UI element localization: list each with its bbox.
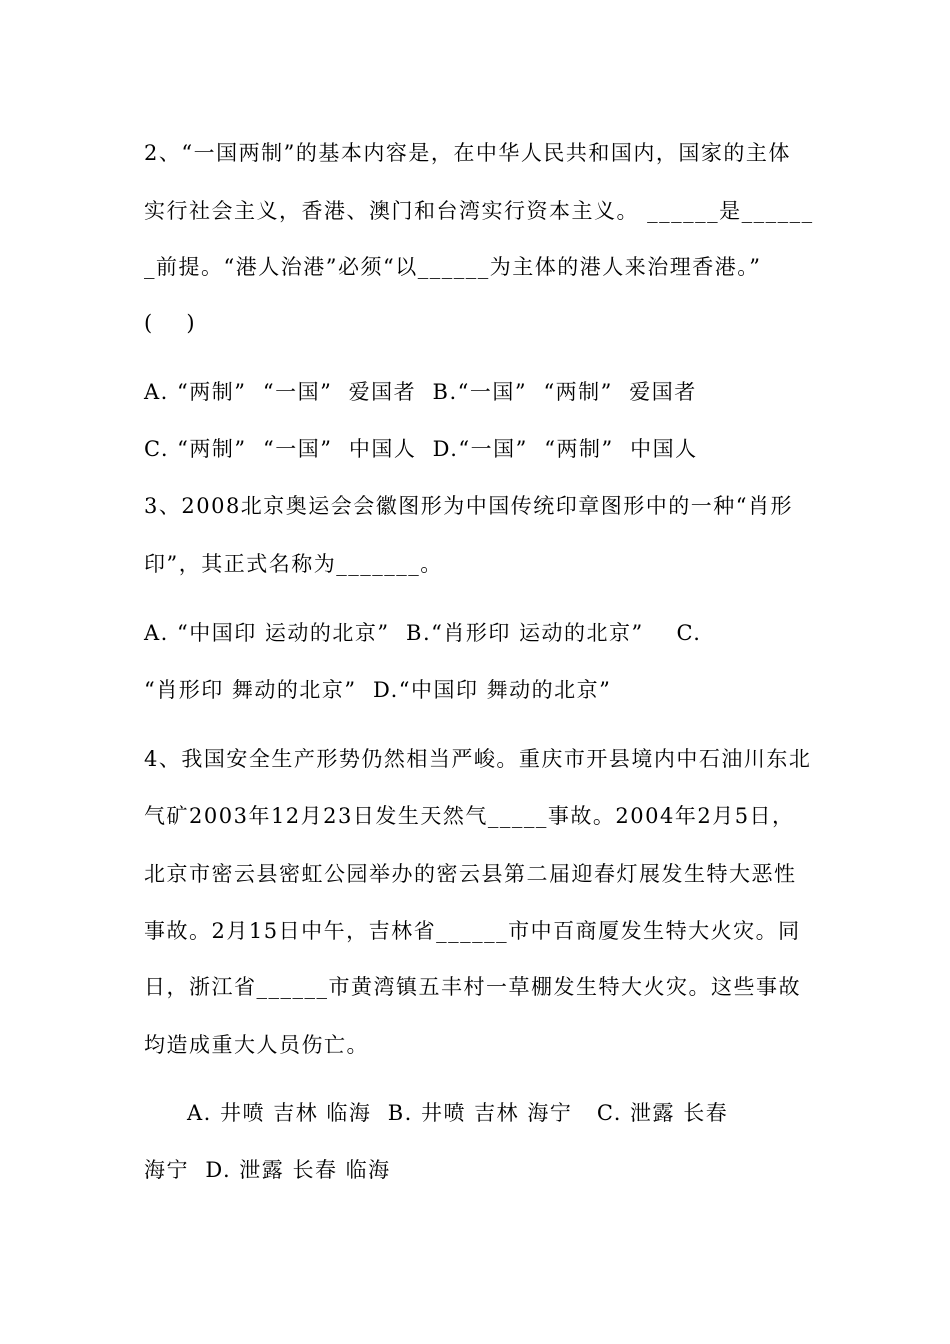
q4-options-line-2: 海宁 D. 泄露 长春 临海 <box>144 1158 391 1182</box>
q2-line-2: 实行社会主义，香港、澳门和台湾实行资本主义。 ______是______ <box>144 199 814 223</box>
q2-answer-bracket: ( ) <box>144 311 197 335</box>
q3-options-line-2: “肖形印 舞动的北京” D.“中国印 舞动的北京” <box>144 678 612 702</box>
q4-line-2: 气矿2003年12月23日发生天然气_____事故。2004年2月5日， <box>144 804 795 828</box>
q2-line-1: 2、“一国两制”的基本内容是，在中华人民共和国内，国家的主体 <box>144 141 791 165</box>
q2-options-line-1: A. “两制” “一国” 爱国者 B.“一国” “两制” 爱国者 <box>144 380 697 404</box>
q3-line-1: 3、2008北京奥运会会徽图形为中国传统印章图形中的一种“肖形 <box>144 494 794 518</box>
q4-line-4: 事故。2月15日中午，吉林省______市中百商厦发生特大火灾。同 <box>144 919 801 943</box>
q4-options-line-1: A. 井喷 吉林 临海 B. 井喷 吉林 海宁 C. 泄露 长春 <box>187 1101 729 1125</box>
q3-options-line-1: A. “中国印 运动的北京” B.“肖形印 运动的北京” C. <box>144 621 702 645</box>
q4-line-5: 日，浙江省______市黄湾镇五丰村一草棚发生特大火灾。这些事故 <box>144 975 801 999</box>
q2-line-3: _前提。“港人治港”必须“以______为主体的港人来治理香港。” <box>144 255 762 279</box>
q4-line-6: 均造成重大人员伤亡。 <box>144 1033 369 1057</box>
q3-line-2: 印”，其正式名称为_______。 <box>144 552 443 576</box>
q2-options-line-2: C. “两制” “一国” 中国人 D.“一国” “两制” 中国人 <box>144 437 698 461</box>
q4-line-3: 北京市密云县密虹公园举办的密云县第二届迎春灯展发生特大恶性 <box>144 862 797 886</box>
q4-line-1: 4、我国安全生产形势仍然相当严峻。重庆市开县境内中石油川东北 <box>144 747 812 771</box>
